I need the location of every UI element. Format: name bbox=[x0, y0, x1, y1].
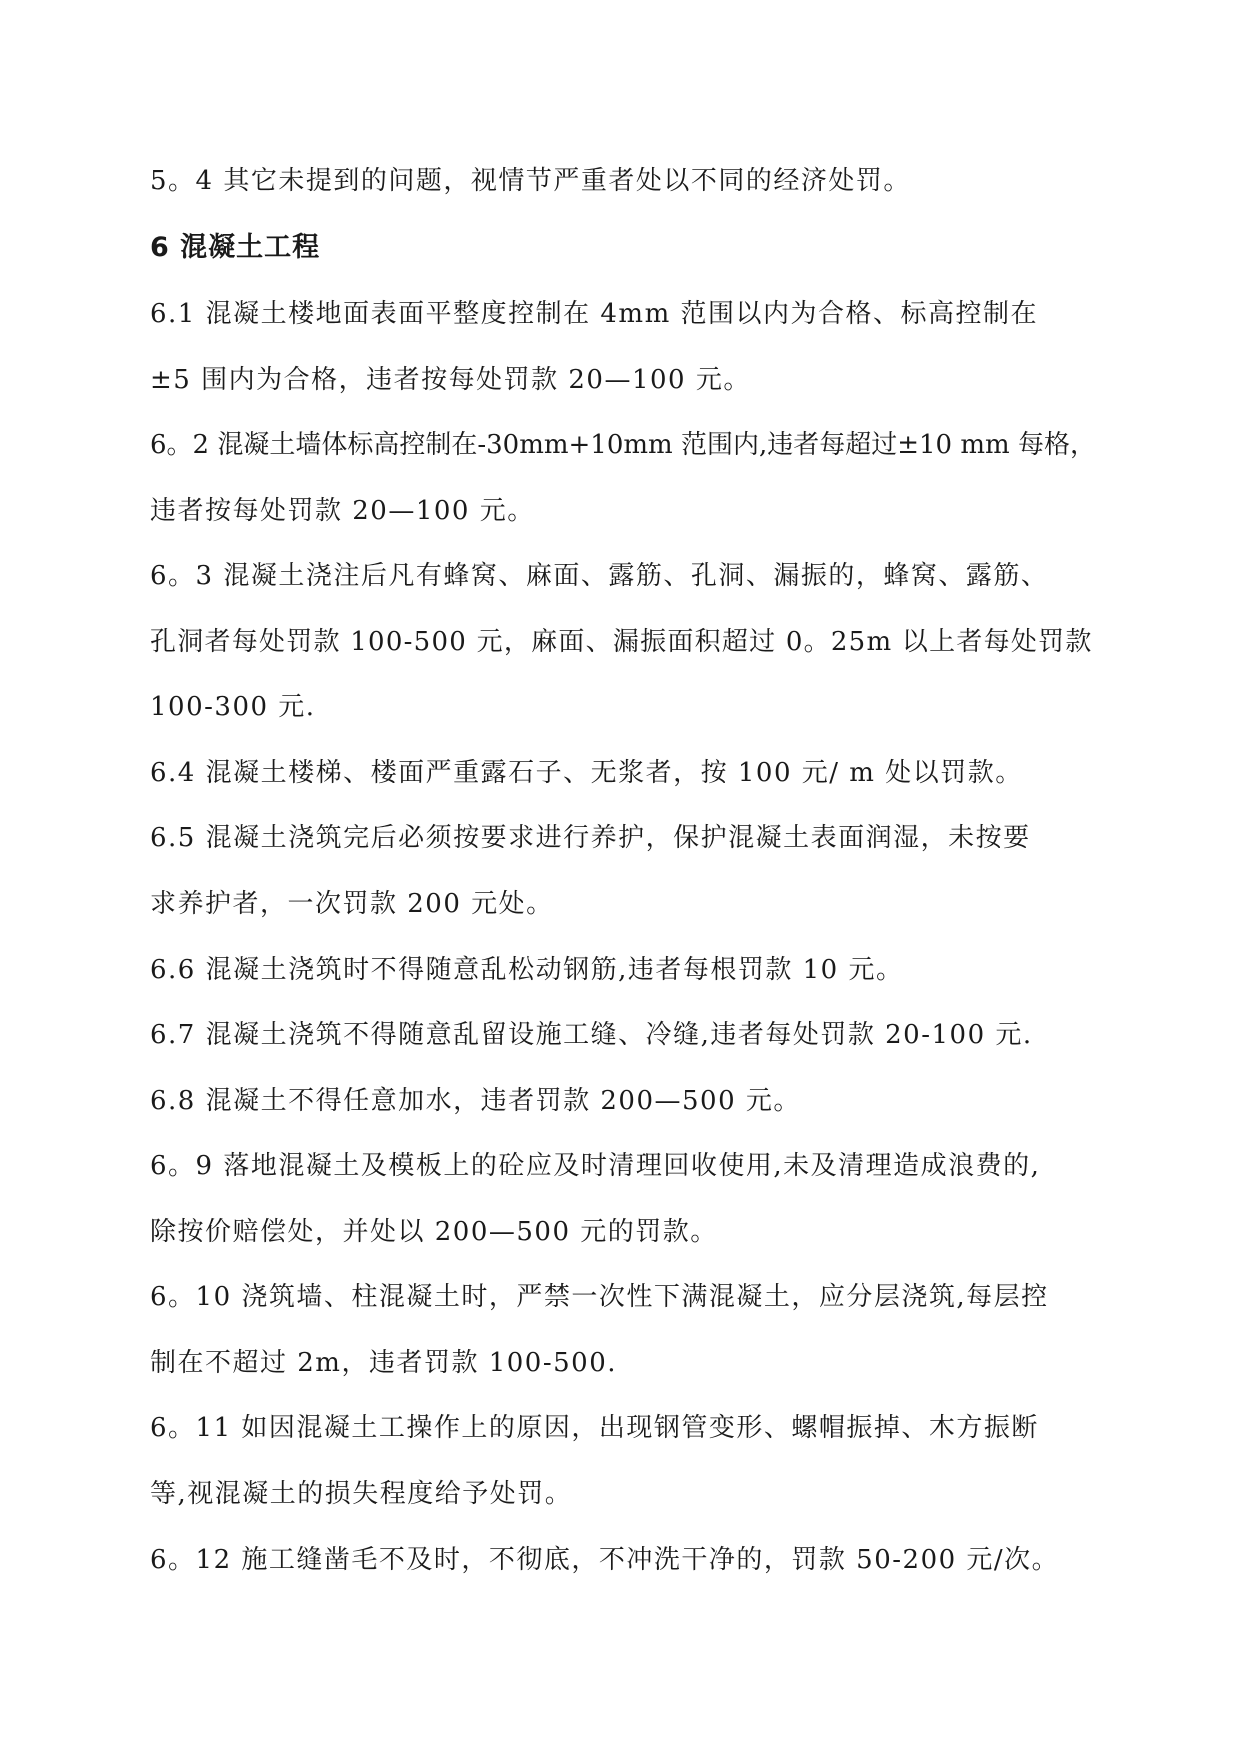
clause-6-7-line: 6.7 混凝土浇筑不得随意乱留设施工缝、冷缝,违者每处罚款 20-100 元. bbox=[150, 1020, 1033, 1050]
clause-6-3-line-3: 100-300 元. bbox=[150, 692, 316, 722]
clause-6-2-line-1: 6。2 混凝土墙体标高控制在-30mm+10mm 范围内,违者每超过±10 mm 每格， bbox=[150, 430, 1096, 460]
clause-6-11-line-1: 6。11 如因混凝土工操作上的原因，出现钢管变形、螺帽振掉、木方振断 bbox=[150, 1413, 1039, 1443]
clause-6-1-line-2: ±5 围内为合格，违者按每处罚款 20—100 元。 bbox=[150, 365, 751, 395]
clause-6-11-line-2: 等,视混凝土的损失程度给予处罚。 bbox=[150, 1479, 573, 1509]
clause-6-4-line: 6.4 混凝土楼梯、楼面严重露石子、无浆者，按 100 元/ m 处以罚款。 bbox=[150, 758, 1023, 788]
clause-6-5-line-2: 求养护者，一次罚款 200 元处。 bbox=[150, 889, 554, 919]
clause-5-4-line: 5。4 其它未提到的问题，视情节严重者处以不同的经济处罚。 bbox=[150, 166, 911, 196]
clause-6-12-line: 6。12 施工缝凿毛不及时，不彻底，不冲洗干净的，罚款 50-200 元/次。 bbox=[150, 1545, 1060, 1575]
clause-6-10-line-1: 6。10 浇筑墙、柱混凝土时，严禁一次性下满混凝土，应分层浇筑,每层控 bbox=[150, 1282, 1049, 1312]
clause-6-6-line: 6.6 混凝土浇筑时不得随意乱松动钢筋,违者每根罚款 10 元。 bbox=[150, 955, 904, 985]
clause-6-3-line-1: 6。3 混凝土浇注后凡有蜂窝、麻面、露筋、孔洞、漏振的，蜂窝、露筋、 bbox=[150, 561, 1049, 591]
clause-6-3-line-2: 孔洞者每处罚款 100-500 元，麻面、漏振面积超过 0。25m 以上者每处罚款 bbox=[150, 627, 1093, 657]
clause-6-2-line-2: 违者按每处罚款 20—100 元。 bbox=[150, 496, 535, 526]
clause-6-9-line-2: 除按价赔偿处，并处以 200—500 元的罚款。 bbox=[150, 1217, 718, 1247]
clause-6-8-line: 6.8 混凝土不得任意加水，违者罚款 200—500 元。 bbox=[150, 1086, 801, 1116]
clause-6-1-line-1: 6.1 混凝土楼地面表面平整度控制在 4mm 范围以内为合格、标高控制在 bbox=[150, 299, 1038, 329]
section-6-heading: 6 混凝土工程 bbox=[150, 232, 321, 263]
clause-6-10-line-2: 制在不超过 2m，违者罚款 100-500. bbox=[150, 1348, 618, 1378]
clause-6-5-line-1: 6.5 混凝土浇筑完后必须按要求进行养护，保护混凝土表面润湿，未按要 bbox=[150, 823, 1031, 853]
clause-6-9-line-1: 6。9 落地混凝土及模板上的砼应及时清理回收使用,未及清理造成浪费的, bbox=[150, 1151, 1041, 1181]
